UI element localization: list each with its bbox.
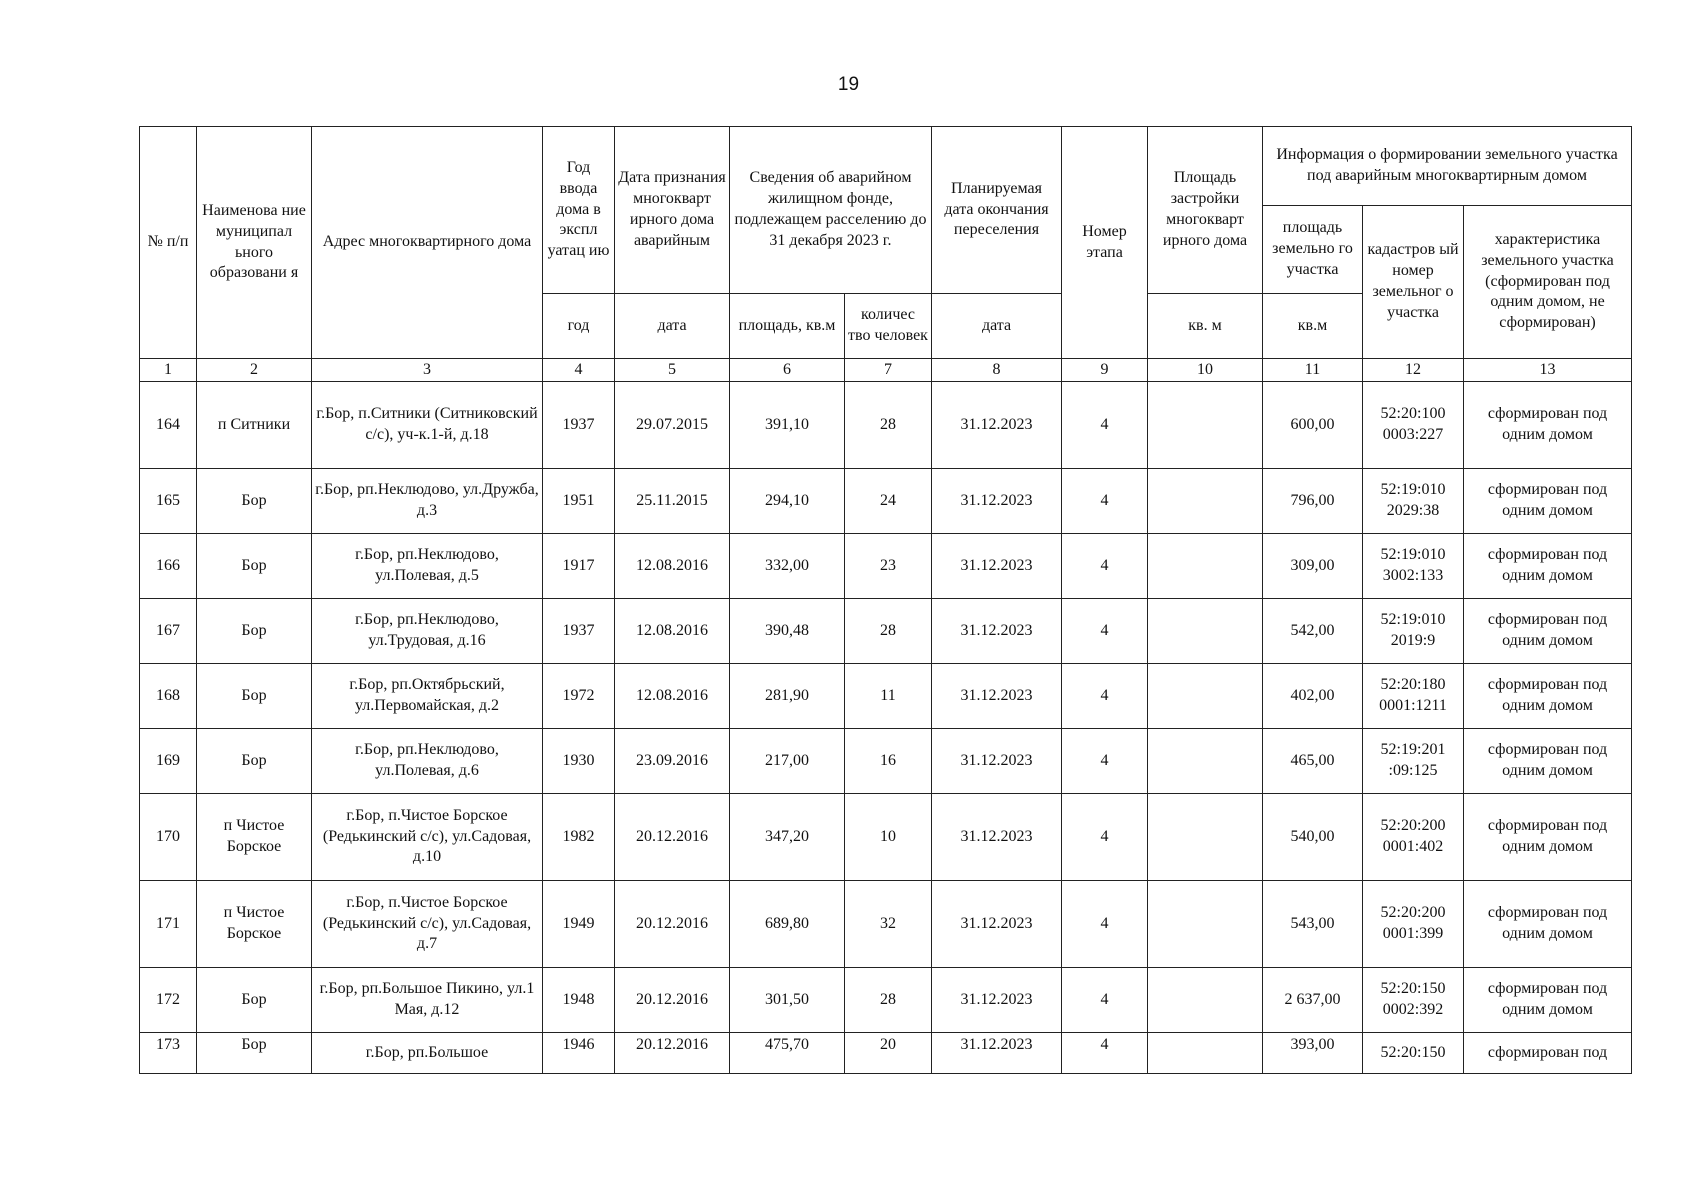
municipality-cell: Бор xyxy=(197,664,312,729)
area-cell: 475,70 xyxy=(730,1033,845,1074)
land-characteristic-cell: сформирован под одним домом xyxy=(1464,599,1632,664)
land-area-cell: 402,00 xyxy=(1263,664,1363,729)
area-cell: 347,20 xyxy=(730,794,845,881)
recognition-date-cell: 23.09.2016 xyxy=(615,729,730,794)
area-cell: 689,80 xyxy=(730,881,845,968)
recognition-date-cell: 20.12.2016 xyxy=(615,794,730,881)
address-cell: г.Бор, п.Чистое Борское (Редькинский с/с), ул.Садовая, д.7 xyxy=(312,881,543,968)
row-number-cell: 165 xyxy=(140,469,197,534)
stage-cell: 4 xyxy=(1062,968,1148,1033)
area-cell: 390,48 xyxy=(730,599,845,664)
header-cadastral: кадастров ый номер земельног о участка xyxy=(1363,206,1464,359)
header-land-area: площадь земельно го участка xyxy=(1263,206,1363,294)
recognition-date-cell: 12.08.2016 xyxy=(615,664,730,729)
land-area-cell: 2 637,00 xyxy=(1263,968,1363,1033)
table-row xyxy=(140,664,1632,729)
building-area-cell xyxy=(1148,534,1263,599)
land-characteristic-cell: сформирован под одним домом xyxy=(1464,534,1632,599)
planned-date-cell: 31.12.2023 xyxy=(932,469,1062,534)
column-number: 4 xyxy=(543,359,615,382)
column-number: 6 xyxy=(730,359,845,382)
planned-date-cell: 31.12.2023 xyxy=(932,534,1062,599)
year-cell: 1937 xyxy=(543,382,615,469)
area-cell: 281,90 xyxy=(730,664,845,729)
people-count-cell: 28 xyxy=(845,382,932,469)
unit-year: год xyxy=(543,294,615,359)
address-cell: г.Бор, рп.Неклюдово, ул.Полевая, д.6 xyxy=(312,729,543,794)
municipality-cell: Бор xyxy=(197,1033,312,1074)
table-row xyxy=(140,794,1632,881)
building-area-cell xyxy=(1148,599,1263,664)
row-number-cell: 169 xyxy=(140,729,197,794)
people-count-cell: 23 xyxy=(845,534,932,599)
cadastral-number-cell: 52:19:010 2029:38 xyxy=(1363,469,1464,534)
header-building-area: Площадь застройки многокварт ирного дома xyxy=(1148,127,1263,294)
row-number-cell: 172 xyxy=(140,968,197,1033)
row-number-cell: 164 xyxy=(140,382,197,469)
row-number-cell: 168 xyxy=(140,664,197,729)
table-row xyxy=(140,599,1632,664)
cadastral-number-cell: 52:19:010 3002:133 xyxy=(1363,534,1464,599)
page-number: 19 xyxy=(837,74,860,95)
land-characteristic-cell: сформирован под xyxy=(1464,1033,1632,1074)
column-number: 3 xyxy=(312,359,543,382)
column-number: 12 xyxy=(1363,359,1464,382)
land-area-cell: 309,00 xyxy=(1263,534,1363,599)
land-area-cell: 600,00 xyxy=(1263,382,1363,469)
emergency-housing-table xyxy=(139,126,1632,1074)
header-housing-info: Сведения об аварийном жилищном фонде, подлежащем расселению до 31 декабря 2023 г. xyxy=(730,127,932,294)
building-area-cell xyxy=(1148,729,1263,794)
column-number: 11 xyxy=(1263,359,1363,382)
planned-date-cell: 31.12.2023 xyxy=(932,794,1062,881)
header-land-info: Информация о формировании земельного участка под аварийным многоквартирным домом xyxy=(1263,127,1632,206)
land-area-cell: 393,00 xyxy=(1263,1033,1363,1074)
address-cell: г.Бор, рп.Неклюдово, ул.Трудовая, д.16 xyxy=(312,599,543,664)
people-count-cell: 11 xyxy=(845,664,932,729)
header-recognition-date: Дата признания многокварт ирного дома аварийным xyxy=(615,127,730,294)
address-cell: г.Бор, рп.Большое Пикино, ул.1 Мая, д.12 xyxy=(312,968,543,1033)
area-cell: 217,00 xyxy=(730,729,845,794)
land-characteristic-cell: сформирован под одним домом xyxy=(1464,968,1632,1033)
column-number: 8 xyxy=(932,359,1062,382)
column-number: 1 xyxy=(140,359,197,382)
recognition-date-cell: 29.07.2015 xyxy=(615,382,730,469)
address-cell: г.Бор, рп.Неклюдово, ул.Дружба, д.3 xyxy=(312,469,543,534)
land-characteristic-cell: сформирован под одним домом xyxy=(1464,469,1632,534)
column-number-row xyxy=(140,359,1632,382)
municipality-cell: Бор xyxy=(197,469,312,534)
stage-cell: 4 xyxy=(1062,794,1148,881)
unit-plan-date: дата xyxy=(932,294,1062,359)
address-cell: г.Бор, рп.Большое xyxy=(312,1033,543,1074)
year-cell: 1951 xyxy=(543,469,615,534)
unit-land-area: кв.м xyxy=(1263,294,1363,359)
recognition-date-cell: 25.11.2015 xyxy=(615,469,730,534)
row-number-cell: 171 xyxy=(140,881,197,968)
recognition-date-cell: 12.08.2016 xyxy=(615,599,730,664)
building-area-cell xyxy=(1148,794,1263,881)
planned-date-cell: 31.12.2023 xyxy=(932,382,1062,469)
year-cell: 1982 xyxy=(543,794,615,881)
land-characteristic-cell: сформирован под одним домом xyxy=(1464,664,1632,729)
year-cell: 1937 xyxy=(543,599,615,664)
table-row xyxy=(140,1033,1632,1074)
cadastral-number-cell: 52:20:100 0003:227 xyxy=(1363,382,1464,469)
people-count-cell: 28 xyxy=(845,599,932,664)
people-count-cell: 16 xyxy=(845,729,932,794)
planned-date-cell: 31.12.2023 xyxy=(932,729,1062,794)
planned-date-cell: 31.12.2023 xyxy=(932,1033,1062,1074)
land-area-cell: 540,00 xyxy=(1263,794,1363,881)
year-cell: 1948 xyxy=(543,968,615,1033)
planned-date-cell: 31.12.2023 xyxy=(932,881,1062,968)
row-number-cell: 167 xyxy=(140,599,197,664)
land-area-cell: 543,00 xyxy=(1263,881,1363,968)
stage-cell: 4 xyxy=(1062,881,1148,968)
municipality-cell: п Чистое Борское xyxy=(197,794,312,881)
municipality-cell: п Ситники xyxy=(197,382,312,469)
area-cell: 294,10 xyxy=(730,469,845,534)
year-cell: 1949 xyxy=(543,881,615,968)
area-cell: 301,50 xyxy=(730,968,845,1033)
unit-people: количес тво человек xyxy=(845,294,932,359)
municipality-cell: Бор xyxy=(197,599,312,664)
cadastral-number-cell: 52:20:200 0001:402 xyxy=(1363,794,1464,881)
building-area-cell xyxy=(1148,664,1263,729)
land-area-cell: 796,00 xyxy=(1263,469,1363,534)
column-number: 10 xyxy=(1148,359,1263,382)
stage-cell: 4 xyxy=(1062,664,1148,729)
cadastral-number-cell: 52:20:150 xyxy=(1363,1033,1464,1074)
row-number-cell: 170 xyxy=(140,794,197,881)
people-count-cell: 28 xyxy=(845,968,932,1033)
header-address: Адрес многоквартирного дома xyxy=(312,127,543,359)
recognition-date-cell: 20.12.2016 xyxy=(615,881,730,968)
year-cell: 1946 xyxy=(543,1033,615,1074)
table-row xyxy=(140,729,1632,794)
building-area-cell xyxy=(1148,1033,1263,1074)
land-area-cell: 542,00 xyxy=(1263,599,1363,664)
row-number-cell: 166 xyxy=(140,534,197,599)
planned-date-cell: 31.12.2023 xyxy=(932,664,1062,729)
header-stage: Номер этапа xyxy=(1062,127,1148,359)
recognition-date-cell: 20.12.2016 xyxy=(615,968,730,1033)
row-number-cell: 173 xyxy=(140,1033,197,1074)
header-land-characteristic: характеристика земельного участка (сформирован под одним домом, не сформирован) xyxy=(1464,206,1632,359)
table-row xyxy=(140,382,1632,469)
year-cell: 1930 xyxy=(543,729,615,794)
building-area-cell xyxy=(1148,968,1263,1033)
people-count-cell: 24 xyxy=(845,469,932,534)
municipality-cell: Бор xyxy=(197,968,312,1033)
column-number: 7 xyxy=(845,359,932,382)
header-row-number: № п/п xyxy=(140,127,197,359)
stage-cell: 4 xyxy=(1062,1033,1148,1074)
column-number: 13 xyxy=(1464,359,1632,382)
table-row xyxy=(140,534,1632,599)
table-row xyxy=(140,469,1632,534)
municipality-cell: Бор xyxy=(197,534,312,599)
land-characteristic-cell: сформирован под одним домом xyxy=(1464,881,1632,968)
address-cell: г.Бор, п.Чистое Борское (Редькинский с/с), ул.Садовая, д.10 xyxy=(312,794,543,881)
column-number: 9 xyxy=(1062,359,1148,382)
stage-cell: 4 xyxy=(1062,382,1148,469)
address-cell: г.Бор, рп.Неклюдово, ул.Полевая, д.5 xyxy=(312,534,543,599)
cadastral-number-cell: 52:20:200 0001:399 xyxy=(1363,881,1464,968)
planned-date-cell: 31.12.2023 xyxy=(932,968,1062,1033)
people-count-cell: 32 xyxy=(845,881,932,968)
recognition-date-cell: 12.08.2016 xyxy=(615,534,730,599)
people-count-cell: 20 xyxy=(845,1033,932,1074)
column-number: 5 xyxy=(615,359,730,382)
year-cell: 1917 xyxy=(543,534,615,599)
building-area-cell xyxy=(1148,881,1263,968)
land-characteristic-cell: сформирован под одним домом xyxy=(1464,382,1632,469)
year-cell: 1972 xyxy=(543,664,615,729)
unit-building-area: кв. м xyxy=(1148,294,1263,359)
cadastral-number-cell: 52:19:201 :09:125 xyxy=(1363,729,1464,794)
recognition-date-cell: 20.12.2016 xyxy=(615,1033,730,1074)
table-row xyxy=(140,881,1632,968)
table-row xyxy=(140,968,1632,1033)
unit-date: дата xyxy=(615,294,730,359)
area-cell: 332,00 xyxy=(730,534,845,599)
address-cell: г.Бор, п.Ситники (Ситниковский с/с), уч-к.1-й, д.18 xyxy=(312,382,543,469)
cadastral-number-cell: 52:20:150 0002:392 xyxy=(1363,968,1464,1033)
people-count-cell: 10 xyxy=(845,794,932,881)
municipality-cell: Бор xyxy=(197,729,312,794)
building-area-cell xyxy=(1148,469,1263,534)
stage-cell: 4 xyxy=(1062,534,1148,599)
land-characteristic-cell: сформирован под одним домом xyxy=(1464,729,1632,794)
land-characteristic-cell: сформирован под одним домом xyxy=(1464,794,1632,881)
planned-date-cell: 31.12.2023 xyxy=(932,599,1062,664)
column-number: 2 xyxy=(197,359,312,382)
stage-cell: 4 xyxy=(1062,469,1148,534)
address-cell: г.Бор, рп.Октябрьский, ул.Первомайская, д.2 xyxy=(312,664,543,729)
stage-cell: 4 xyxy=(1062,599,1148,664)
header-planned-date: Планируемая дата окончания переселения xyxy=(932,127,1062,294)
header-year: Год ввода дома в экспл уатац ию xyxy=(543,127,615,294)
unit-area: площадь, кв.м xyxy=(730,294,845,359)
building-area-cell xyxy=(1148,382,1263,469)
cadastral-number-cell: 52:20:180 0001:1211 xyxy=(1363,664,1464,729)
cadastral-number-cell: 52:19:010 2019:9 xyxy=(1363,599,1464,664)
area-cell: 391,10 xyxy=(730,382,845,469)
stage-cell: 4 xyxy=(1062,729,1148,794)
municipality-cell: п Чистое Борское xyxy=(197,881,312,968)
header-municipality: Наименова ние муниципал ьного образовани я xyxy=(197,127,312,359)
land-area-cell: 465,00 xyxy=(1263,729,1363,794)
